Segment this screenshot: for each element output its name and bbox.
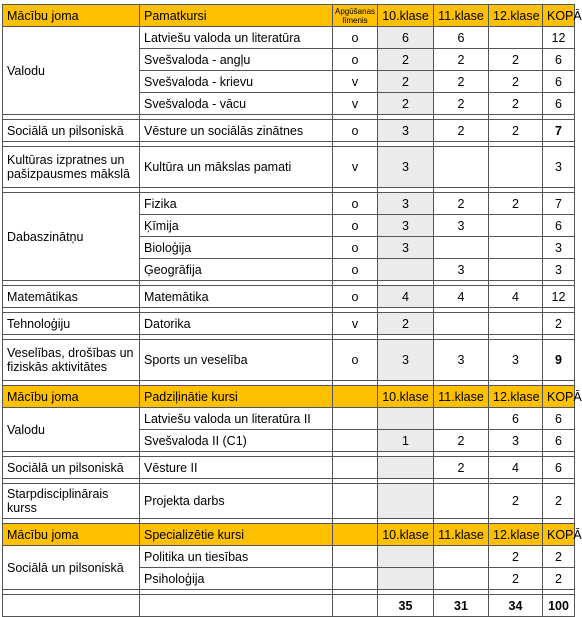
level-cell: o	[333, 215, 378, 237]
level-cell: v	[333, 313, 378, 335]
header-cell: 11.klase	[434, 386, 489, 408]
grade12-cell: 2	[489, 71, 543, 93]
level-cell	[333, 568, 378, 590]
course-cell: Latviešu valoda un literatūra	[140, 27, 333, 49]
study-area-cell: Kultūras izpratnes un pašizpausmes mākslā	[3, 147, 140, 188]
total-cell: 6	[543, 215, 575, 237]
header-cell: KOPĀ	[543, 386, 575, 408]
level-cell	[333, 484, 378, 519]
header-cell: Specializētie kursi	[140, 524, 333, 546]
grade10-cell	[378, 484, 434, 519]
grade10-cell: 3	[378, 237, 434, 259]
header-cell: KOPĀ	[543, 5, 575, 27]
study-area-cell: Valodu	[3, 27, 140, 115]
grade12-cell: 6	[489, 408, 543, 430]
header-cell: Mācību joma	[3, 5, 140, 27]
grade11-cell	[434, 546, 489, 568]
level-cell: o	[333, 27, 378, 49]
header-cell: 12.klase	[489, 386, 543, 408]
level-cell: o	[333, 286, 378, 308]
grade10-cell: 3	[378, 340, 434, 381]
grade12-cell: 2	[489, 120, 543, 142]
course-cell: Bioloģija	[140, 237, 333, 259]
grade12-cell	[489, 237, 543, 259]
grade12-cell	[489, 147, 543, 188]
grade11-cell	[434, 313, 489, 335]
table-row	[3, 147, 575, 188]
course-cell: Kultūra un mākslas pamati	[140, 147, 333, 188]
header-cell: 12.klase	[489, 524, 543, 546]
grade10-cell	[378, 259, 434, 281]
grade12-cell: 2	[489, 93, 543, 115]
total-cell: 3	[543, 259, 575, 281]
curriculum-table	[2, 4, 582, 617]
table-row	[3, 27, 575, 49]
course-cell: Politika un tiesības	[140, 546, 333, 568]
grade12-cell	[489, 27, 543, 49]
table-row	[3, 484, 575, 519]
grade11-cell: 2	[434, 120, 489, 142]
level-cell	[333, 457, 378, 479]
study-area-cell: Matemātikas	[3, 286, 140, 308]
total-cell: 3	[543, 147, 575, 188]
grade11-cell: 2	[434, 457, 489, 479]
table-row	[3, 193, 575, 215]
course-cell: Matemātika	[140, 286, 333, 308]
level-cell	[333, 546, 378, 568]
grade10-cell: 6	[378, 27, 434, 49]
section-header-row	[3, 5, 575, 27]
grade10-cell: 3	[378, 193, 434, 215]
course-cell: Svešvaloda - vācu	[140, 93, 333, 115]
course-cell: Datorika	[140, 313, 333, 335]
grade10-cell: 4	[378, 286, 434, 308]
total-cell: 2	[543, 568, 575, 590]
total-cell: 6	[543, 49, 575, 71]
level-cell	[333, 408, 378, 430]
header-cell: Padziļinātie kursi	[140, 386, 333, 408]
table-row	[3, 313, 575, 335]
grade10-total: 35	[378, 595, 434, 617]
grade11-cell: 3	[434, 215, 489, 237]
grade10-cell: 3	[378, 215, 434, 237]
total-cell: 2	[543, 484, 575, 519]
course-cell: Svešvaloda - angļu	[140, 49, 333, 71]
total-cell: 6	[543, 71, 575, 93]
total-cell: 6	[543, 457, 575, 479]
study-area-cell: Sociālā un pilsoniskā	[3, 457, 140, 479]
grade12-cell: 2	[489, 546, 543, 568]
course-cell: Svešvaloda II (C1)	[140, 430, 333, 452]
empty-cell	[140, 595, 333, 617]
course-cell: Vēsture un sociālās zinātnes	[140, 120, 333, 142]
empty-cell	[333, 595, 378, 617]
header-cell	[333, 524, 378, 546]
grade10-cell: 2	[378, 49, 434, 71]
table-row	[3, 286, 575, 308]
course-cell: Fizika	[140, 193, 333, 215]
grade11-cell: 4	[434, 286, 489, 308]
course-cell: Psiholoģija	[140, 568, 333, 590]
grade11-cell: 2	[434, 71, 489, 93]
total-cell: 2	[543, 546, 575, 568]
header-cell: KOPĀ	[543, 524, 575, 546]
header-cell: Mācību joma	[3, 524, 140, 546]
level-cell: o	[333, 120, 378, 142]
grade10-cell: 1	[378, 430, 434, 452]
study-area-cell: Valodu	[3, 408, 140, 452]
study-area-cell: Starpdisciplinārais kurss	[3, 484, 140, 519]
header-cell: 11.klase	[434, 5, 489, 27]
level-cell: v	[333, 147, 378, 188]
course-cell: Svešvaloda - krievu	[140, 71, 333, 93]
total-cell: 12	[543, 286, 575, 308]
table-row	[3, 120, 575, 142]
header-cell: 10.klase	[378, 524, 434, 546]
header-cell	[333, 386, 378, 408]
course-cell: Vēsture II	[140, 457, 333, 479]
level-cell: o	[333, 259, 378, 281]
grade10-cell: 3	[378, 147, 434, 188]
grade10-cell	[378, 568, 434, 590]
course-cell: Projekta darbs	[140, 484, 333, 519]
grade12-cell	[489, 259, 543, 281]
total-cell: 6	[543, 430, 575, 452]
header-cell: 11.klase	[434, 524, 489, 546]
total-cell: 7	[543, 120, 575, 142]
grade12-cell: 4	[489, 457, 543, 479]
grade10-cell: 2	[378, 71, 434, 93]
grade10-cell: 3	[378, 120, 434, 142]
grade11-cell	[434, 568, 489, 590]
total-cell: 7	[543, 193, 575, 215]
course-cell: Ķīmija	[140, 215, 333, 237]
total-cell: 6	[543, 93, 575, 115]
study-area-cell: Tehnoloģiju	[3, 313, 140, 335]
section-header-row	[3, 386, 575, 408]
totals-row	[3, 595, 575, 617]
level-cell	[333, 430, 378, 452]
grade12-cell: 2	[489, 484, 543, 519]
grand-total: 100	[543, 595, 575, 617]
total-cell: 6	[543, 408, 575, 430]
header-cell: Mācību joma	[3, 386, 140, 408]
grade11-cell: 2	[434, 49, 489, 71]
grade12-cell: 3	[489, 430, 543, 452]
course-cell: Ģeogrāfija	[140, 259, 333, 281]
grade12-cell: 2	[489, 193, 543, 215]
study-area-cell: Sociālā un pilsoniskā	[3, 120, 140, 142]
grade11-cell: 2	[434, 93, 489, 115]
grade12-cell	[489, 313, 543, 335]
grade12-total: 34	[489, 595, 543, 617]
grade11-cell: 2	[434, 193, 489, 215]
grade12-cell: 3	[489, 340, 543, 381]
level-cell: v	[333, 93, 378, 115]
section-header-row	[3, 524, 575, 546]
grade10-cell: 2	[378, 313, 434, 335]
header-cell: 10.klase	[378, 386, 434, 408]
grade11-cell: 3	[434, 259, 489, 281]
table-row	[3, 340, 575, 381]
grade11-cell: 6	[434, 27, 489, 49]
grade11-total: 31	[434, 595, 489, 617]
table-row	[3, 457, 575, 479]
header-cell: Apgūšanas līmenis	[333, 5, 378, 27]
grade10-cell	[378, 408, 434, 430]
header-cell: 10.klase	[378, 5, 434, 27]
level-cell: o	[333, 49, 378, 71]
grade12-cell: 4	[489, 286, 543, 308]
header-cell: Pamatkursi	[140, 5, 333, 27]
level-cell: o	[333, 193, 378, 215]
total-cell: 3	[543, 237, 575, 259]
study-area-cell: Veselības, drošības un fiziskās aktivitātes	[3, 340, 140, 381]
grade11-cell	[434, 147, 489, 188]
total-cell: 2	[543, 313, 575, 335]
grade11-cell	[434, 484, 489, 519]
level-cell: v	[333, 71, 378, 93]
grade11-cell: 3	[434, 340, 489, 381]
study-area-cell: Sociālā un pilsoniskā	[3, 546, 140, 590]
grade11-cell	[434, 237, 489, 259]
total-cell: 12	[543, 27, 575, 49]
grade10-cell: 2	[378, 93, 434, 115]
grade11-cell	[434, 408, 489, 430]
grade11-cell: 2	[434, 430, 489, 452]
table-row	[3, 546, 575, 568]
grade12-cell	[489, 215, 543, 237]
level-cell: o	[333, 340, 378, 381]
grade12-cell: 2	[489, 49, 543, 71]
course-cell: Sports un veselība	[140, 340, 333, 381]
total-cell: 9	[543, 340, 575, 381]
grade10-cell	[378, 546, 434, 568]
study-area-cell: Dabaszinātņu	[3, 193, 140, 281]
grade10-cell	[378, 457, 434, 479]
grade12-cell: 2	[489, 568, 543, 590]
header-cell: 12.klase	[489, 5, 543, 27]
level-cell: o	[333, 237, 378, 259]
table-row	[3, 408, 575, 430]
empty-cell	[3, 595, 140, 617]
course-cell: Latviešu valoda un literatūra II	[140, 408, 333, 430]
